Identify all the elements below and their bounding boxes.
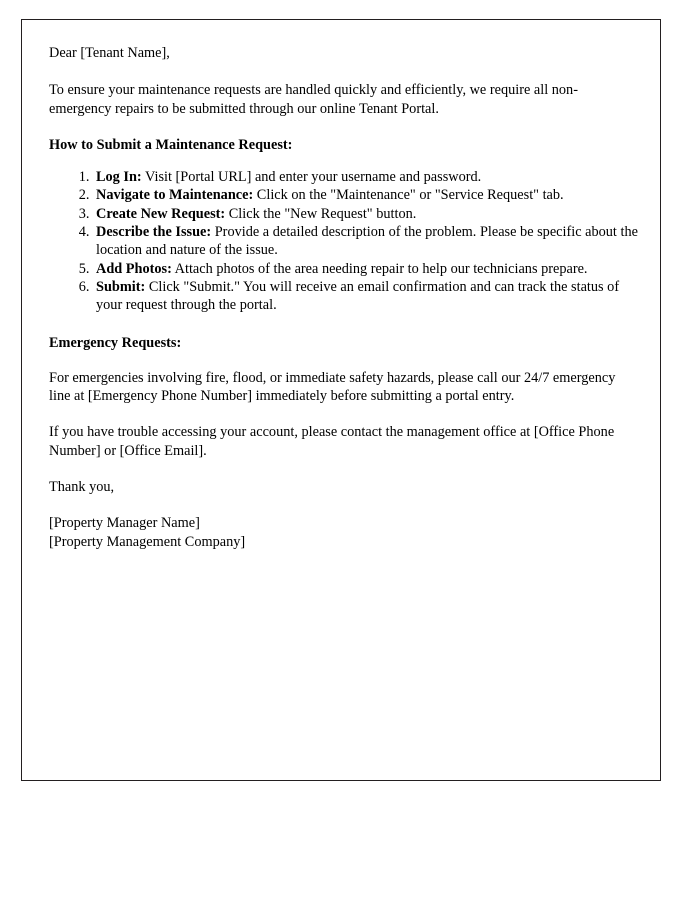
step-text: Click on the "Maintenance" or "Service Request" tab. (253, 187, 564, 204)
emergency-requests-heading: Emergency Requests: (49, 334, 182, 351)
step-text: Provide a detailed description of the problem. Please be specific about the location and nature of the issue. (96, 224, 638, 259)
step-label: Navigate to Maintenance: (96, 187, 254, 204)
step-text: Visit [Portal URL] and enter your username and password. (141, 169, 482, 186)
signature-manager-name: [Property Manager Name] (49, 515, 200, 532)
list-item (93, 205, 639, 223)
list-item (93, 168, 639, 186)
list-item (93, 278, 639, 315)
step-text: Click the "New Request" button. (225, 205, 417, 222)
intro-paragraph: To ensure your maintenance requests are handled quickly and efficiently, we require all non-emergency repairs to be submitted through our online Tenant Portal. (49, 82, 578, 117)
list-item (93, 260, 639, 278)
document-body (49, 44, 639, 551)
emergency-paragraph: For emergencies involving fire, flood, or immediate safety hazards, please call our 24/7 emergency line at [Emergency Phone Number] immediately before submitting a portal entry. (49, 369, 616, 405)
step-text: Attach photos of the area needing repair to help our technicians prepare. (171, 260, 588, 277)
step-text: Click "Submit." You will receive an email confirmation and can track the status of your request through the portal. (96, 278, 620, 314)
how-to-submit-heading: How to Submit a Maintenance Request: (49, 136, 293, 153)
closing-line: Thank you, (49, 479, 115, 496)
list-item (93, 186, 639, 204)
support-contact-paragraph: If you have trouble accessing your account, please contact the management office at [Office Phone Number] or [Office Email]. (49, 424, 615, 459)
signature-block (49, 514, 639, 551)
step-label: Log In: (96, 169, 142, 186)
step-label: Describe the Issue: (96, 224, 212, 241)
list-item (93, 223, 639, 260)
step-label: Submit: (96, 278, 146, 295)
salutation-line: Dear [Tenant Name], (49, 45, 170, 61)
step-label: Add Photos: (96, 260, 172, 277)
submission-steps-list (49, 168, 639, 314)
signature-company-name: [Property Management Company] (49, 533, 246, 550)
step-label: Create New Request: (96, 205, 226, 222)
document-page (21, 19, 661, 781)
